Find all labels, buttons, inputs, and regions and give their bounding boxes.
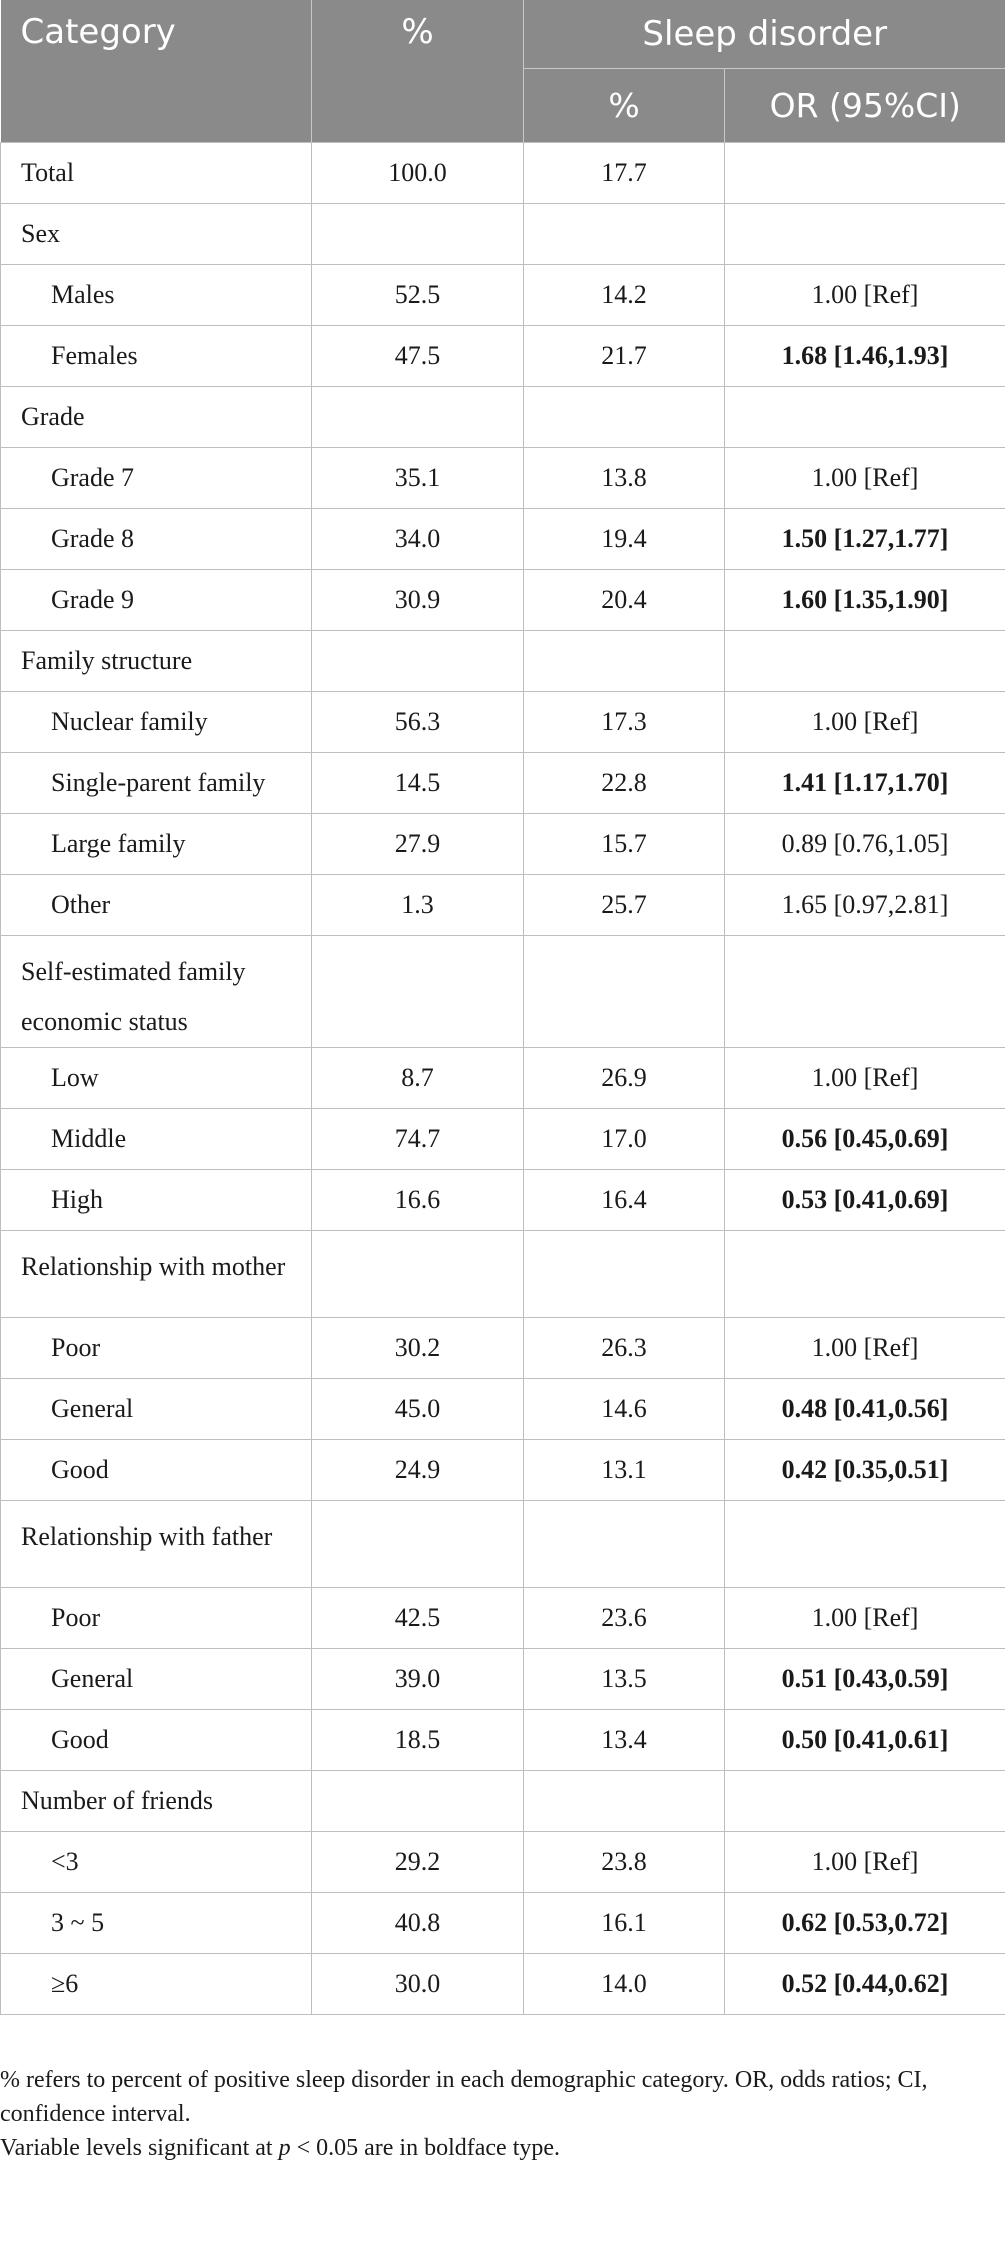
table-body <box>1 143 1005 2015</box>
or-value-significant: 1.68 <box>781 341 828 370</box>
table-row <box>1 875 1005 936</box>
row-category: Self-estimated family economic status <box>1 936 312 1048</box>
row-percent <box>312 387 524 448</box>
row-category: Relationship with mother <box>1 1231 312 1318</box>
row-category: Males <box>1 265 312 326</box>
table-row <box>1 1109 1005 1170</box>
ci-range: [1.17,1.70] <box>833 768 949 797</box>
row-or-ci: 1.00 [Ref] <box>725 692 1005 753</box>
table-row <box>1 1954 1005 2015</box>
row-category: Females <box>1 326 312 387</box>
row-sd-percent: 26.9 <box>524 1048 725 1109</box>
header-sd-percent: % <box>524 69 725 143</box>
row-sd-percent: 14.6 <box>524 1379 725 1440</box>
table-row <box>1 387 1005 448</box>
row-or-ci <box>725 1893 1005 1954</box>
row-percent <box>312 936 524 1048</box>
row-category: Grade 7 <box>1 448 312 509</box>
row-percent: 42.5 <box>312 1588 524 1649</box>
row-or-ci: 0.89 [0.76,1.05] <box>725 814 1005 875</box>
table-row <box>1 1771 1005 1832</box>
ci-range: [0.53,0.72] <box>833 1908 949 1937</box>
row-sd-percent: 17.7 <box>524 143 725 204</box>
row-or-ci <box>725 1710 1005 1771</box>
table-row <box>1 631 1005 692</box>
header-percent: % <box>312 0 524 143</box>
row-sd-percent: 20.4 <box>524 570 725 631</box>
ci-range: [0.41,0.56] <box>833 1394 949 1423</box>
table-row <box>1 1440 1005 1501</box>
row-sd-percent: 13.8 <box>524 448 725 509</box>
row-sd-percent: 16.4 <box>524 1170 725 1231</box>
table-row <box>1 753 1005 814</box>
row-or-ci: 1.65 [0.97,2.81] <box>725 875 1005 936</box>
row-category: Middle <box>1 1109 312 1170</box>
row-or-ci <box>725 143 1005 204</box>
row-category: Poor <box>1 1588 312 1649</box>
table-row <box>1 814 1005 875</box>
table-row <box>1 265 1005 326</box>
row-sd-percent: 23.8 <box>524 1832 725 1893</box>
or-value-significant: 0.51 <box>781 1664 828 1693</box>
row-category: Grade 9 <box>1 570 312 631</box>
row-percent <box>312 1771 524 1832</box>
row-or-ci: 1.00 [Ref] <box>725 1048 1005 1109</box>
ci-range: [0.44,0.62] <box>833 1969 949 1998</box>
row-percent <box>312 1231 524 1318</box>
row-sd-percent: 19.4 <box>524 509 725 570</box>
row-percent: 8.7 <box>312 1048 524 1109</box>
row-or-ci <box>725 1109 1005 1170</box>
row-percent: 74.7 <box>312 1109 524 1170</box>
ci-range: [1.35,1.90] <box>833 585 949 614</box>
row-category: Total <box>1 143 312 204</box>
row-percent: 27.9 <box>312 814 524 875</box>
row-category: Relationship with father <box>1 1501 312 1588</box>
header-sleep-disorder: Sleep disorder <box>524 0 1005 69</box>
row-sd-percent: 26.3 <box>524 1318 725 1379</box>
row-percent: 30.0 <box>312 1954 524 2015</box>
or-value-significant: 1.41 <box>781 768 828 797</box>
row-category: General <box>1 1379 312 1440</box>
table-row <box>1 1893 1005 1954</box>
header-category: Category <box>1 0 312 143</box>
row-or-ci: 1.00 [Ref] <box>725 265 1005 326</box>
or-value-significant: 0.53 <box>781 1185 828 1214</box>
footnote-significance: Variable levels significant at p < 0.05 are in boldface type. <box>0 2135 561 2161</box>
ci-range: [0.35,0.51] <box>833 1455 949 1484</box>
row-percent: 47.5 <box>312 326 524 387</box>
table-row <box>1 1588 1005 1649</box>
ci-range: [1.27,1.77] <box>833 524 949 553</box>
row-percent: 52.5 <box>312 265 524 326</box>
row-category: Number of friends <box>1 1771 312 1832</box>
row-or-ci <box>725 1440 1005 1501</box>
row-category: Other <box>1 875 312 936</box>
table-row <box>1 1832 1005 1893</box>
table-row <box>1 1649 1005 1710</box>
row-percent: 29.2 <box>312 1832 524 1893</box>
row-percent: 45.0 <box>312 1379 524 1440</box>
row-sd-percent <box>524 1771 725 1832</box>
ci-range: [0.45,0.69] <box>833 1124 949 1153</box>
row-sd-percent <box>524 1231 725 1318</box>
row-percent: 18.5 <box>312 1710 524 1771</box>
row-percent <box>312 1501 524 1588</box>
ci-range: [0.41,0.69] <box>833 1185 949 1214</box>
table-row <box>1 1048 1005 1109</box>
row-sd-percent <box>524 936 725 1048</box>
footnote-definitions: % refers to percent of positive sleep disorder in each demographic category. OR, odds ratios; CI, confidence interval. <box>0 2067 928 2127</box>
row-category: Good <box>1 1440 312 1501</box>
table-row <box>1 1710 1005 1771</box>
row-sd-percent <box>524 631 725 692</box>
or-value-significant: 1.50 <box>781 524 828 553</box>
row-or-ci <box>725 631 1005 692</box>
row-category: ≥6 <box>1 1954 312 2015</box>
row-category: Grade 8 <box>1 509 312 570</box>
row-category: Nuclear family <box>1 692 312 753</box>
row-sd-percent: 14.0 <box>524 1954 725 2015</box>
row-percent <box>312 204 524 265</box>
row-sd-percent: 13.4 <box>524 1710 725 1771</box>
row-or-ci <box>725 936 1005 1048</box>
or-value-significant: 0.62 <box>781 1908 828 1937</box>
row-or-ci: 1.00 [Ref] <box>725 448 1005 509</box>
row-category: General <box>1 1649 312 1710</box>
table-row <box>1 1170 1005 1231</box>
table-row <box>1 509 1005 570</box>
table-row <box>1 1501 1005 1588</box>
table-row <box>1 448 1005 509</box>
or-value-significant: 0.48 <box>781 1394 828 1423</box>
row-sd-percent: 13.1 <box>524 1440 725 1501</box>
row-sd-percent <box>524 387 725 448</box>
table-footnotes <box>0 2015 1005 2165</box>
table-row <box>1 1231 1005 1318</box>
row-category: High <box>1 1170 312 1231</box>
row-sd-percent: 25.7 <box>524 875 725 936</box>
row-category: Poor <box>1 1318 312 1379</box>
or-value-significant: 0.52 <box>781 1969 828 1998</box>
row-percent: 1.3 <box>312 875 524 936</box>
table-row <box>1 936 1005 1048</box>
table-row <box>1 143 1005 204</box>
row-sd-percent: 23.6 <box>524 1588 725 1649</box>
row-sd-percent <box>524 1501 725 1588</box>
row-category: Family structure <box>1 631 312 692</box>
row-or-ci <box>725 1954 1005 2015</box>
ci-range: [0.43,0.59] <box>833 1664 949 1693</box>
row-percent: 100.0 <box>312 143 524 204</box>
row-percent: 30.2 <box>312 1318 524 1379</box>
row-sd-percent: 15.7 <box>524 814 725 875</box>
row-or-ci <box>725 1501 1005 1588</box>
row-sd-percent <box>524 204 725 265</box>
row-sd-percent: 17.3 <box>524 692 725 753</box>
row-sd-percent: 21.7 <box>524 326 725 387</box>
row-or-ci <box>725 387 1005 448</box>
row-category: Sex <box>1 204 312 265</box>
table-row <box>1 204 1005 265</box>
ci-range: [1.46,1.93] <box>833 341 949 370</box>
row-or-ci <box>725 204 1005 265</box>
row-percent <box>312 631 524 692</box>
row-percent: 39.0 <box>312 1649 524 1710</box>
row-sd-percent: 22.8 <box>524 753 725 814</box>
row-percent: 16.6 <box>312 1170 524 1231</box>
table-row <box>1 570 1005 631</box>
row-or-ci <box>725 1231 1005 1318</box>
row-sd-percent: 14.2 <box>524 265 725 326</box>
or-value-significant: 1.60 <box>781 585 828 614</box>
row-or-ci: 1.00 [Ref] <box>725 1318 1005 1379</box>
or-value-significant: 0.56 <box>781 1124 828 1153</box>
row-category: Grade <box>1 387 312 448</box>
row-category: Low <box>1 1048 312 1109</box>
table-row <box>1 326 1005 387</box>
row-or-ci <box>725 326 1005 387</box>
row-category: Good <box>1 1710 312 1771</box>
row-category: Large family <box>1 814 312 875</box>
header-or-ci: OR (95%CI) <box>725 69 1005 143</box>
row-sd-percent: 16.1 <box>524 1893 725 1954</box>
ci-range: [0.41,0.61] <box>833 1725 949 1754</box>
row-or-ci: 1.00 [Ref] <box>725 1588 1005 1649</box>
table-row <box>1 1379 1005 1440</box>
table-row <box>1 1318 1005 1379</box>
row-or-ci <box>725 1379 1005 1440</box>
table-row <box>1 692 1005 753</box>
row-percent: 34.0 <box>312 509 524 570</box>
row-percent: 56.3 <box>312 692 524 753</box>
row-sd-percent: 13.5 <box>524 1649 725 1710</box>
row-or-ci: 1.00 [Ref] <box>725 1832 1005 1893</box>
row-percent: 14.5 <box>312 753 524 814</box>
or-value-significant: 0.50 <box>781 1725 828 1754</box>
row-or-ci <box>725 509 1005 570</box>
row-category: Single-parent family <box>1 753 312 814</box>
row-or-ci <box>725 1771 1005 1832</box>
row-percent: 24.9 <box>312 1440 524 1501</box>
row-percent: 30.9 <box>312 570 524 631</box>
row-percent: 40.8 <box>312 1893 524 1954</box>
row-category: <3 <box>1 1832 312 1893</box>
row-or-ci <box>725 1649 1005 1710</box>
row-or-ci <box>725 570 1005 631</box>
or-value-significant: 0.42 <box>781 1455 828 1484</box>
row-or-ci <box>725 753 1005 814</box>
row-sd-percent: 17.0 <box>524 1109 725 1170</box>
row-or-ci <box>725 1170 1005 1231</box>
row-percent: 35.1 <box>312 448 524 509</box>
row-category: 3 ~ 5 <box>1 1893 312 1954</box>
